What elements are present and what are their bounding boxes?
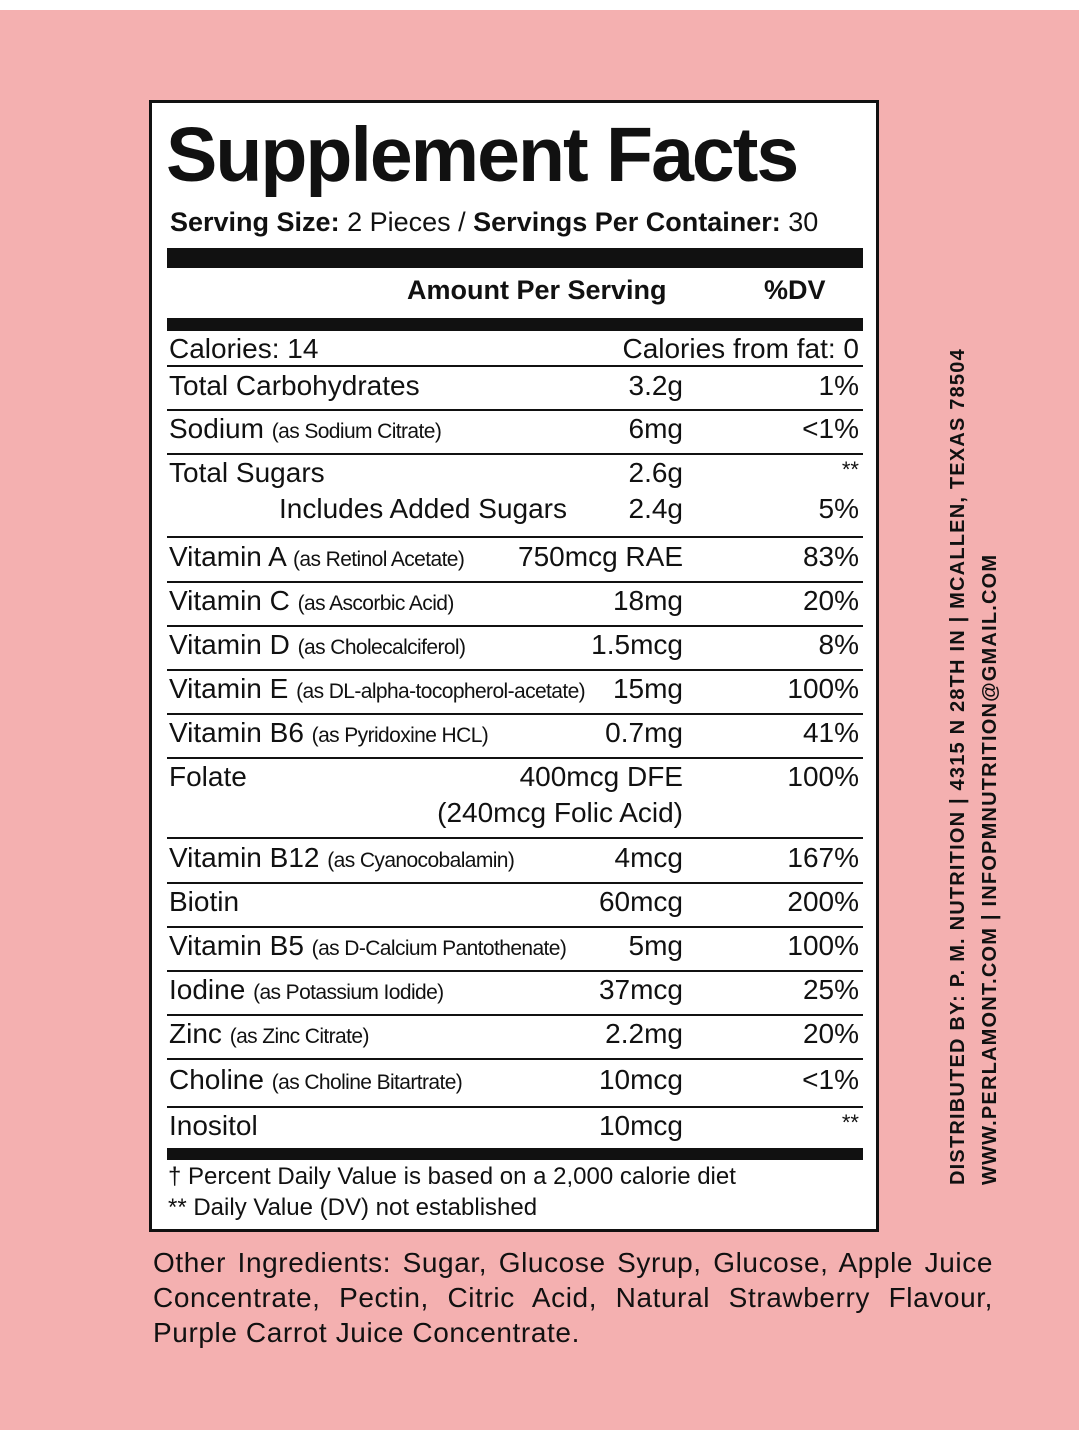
nutrient-name — [169, 930, 566, 962]
thick-divider-top — [167, 248, 863, 268]
amount-header: Amount Per Serving — [407, 275, 667, 305]
nutrient-name — [169, 541, 464, 573]
distributor-contact: WWW.PERLAMONT.COM | INFOPMNUTRITION@GMAIL.COM — [979, 553, 1001, 1185]
serving-size-label: Serving Size: — [170, 207, 340, 237]
nutrient-dv: <1% — [802, 1064, 859, 1095]
nutrient-name-text: Sodium — [169, 413, 264, 444]
nutrient-name-text: Vitamin B5 — [169, 930, 304, 961]
nutrient-amount: 4mcg — [614, 842, 683, 873]
nutrient-name-text: Total Carbohydrates — [169, 370, 420, 401]
nutrient-row — [167, 366, 863, 411]
nutrient-source: (as Potassium Iodide) — [253, 981, 444, 1004]
nutrient-name — [169, 673, 585, 705]
nutrient-amount: 750mcg RAE — [518, 541, 683, 572]
thick-divider-header — [167, 318, 863, 331]
distributor-address: DISTRIBUTED BY: P. M. NUTRITION | 4315 N 28TH IN | MCALLEN, TEXAS 78504 — [947, 348, 969, 1185]
nutrient-name-text: Vitamin B12 — [169, 842, 320, 873]
nutrient-dv: 100% — [787, 761, 859, 792]
nutrient-dv: 100% — [787, 673, 859, 704]
nutrient-dv: 100% — [787, 930, 859, 961]
nutrient-amount: 1.5mcg — [591, 629, 683, 660]
nutrient-dv: ** — [841, 457, 859, 482]
nutrient-amount: 6mg — [628, 413, 683, 444]
nutrient-name-text: Zinc — [169, 1018, 222, 1049]
nutrient-name-text: Vitamin B6 — [169, 717, 304, 748]
nutrient-name — [169, 585, 454, 617]
nutrient-name — [169, 842, 514, 874]
nutrient-row — [167, 409, 863, 455]
nutrient-name-text: Includes Added Sugars — [279, 493, 567, 524]
nutrient-row — [167, 1058, 863, 1108]
nutrient-name-text: Vitamin C — [169, 585, 290, 616]
nutrient-name — [169, 974, 444, 1006]
nutrient-dv: 25% — [802, 974, 859, 1005]
nutrient-name-text: Choline — [169, 1064, 264, 1095]
nutrient-source: (as Ascorbic Acid) — [297, 592, 454, 615]
footnote-not-established: ** Daily Value (DV) not established — [168, 1194, 538, 1221]
nutrient-amount: 37mcg — [598, 974, 683, 1005]
nutrient-amount: 18mg — [612, 585, 683, 616]
nutrient-name — [169, 457, 325, 489]
nutrient-name-text: Total Sugars — [169, 457, 325, 488]
nutrient-name-text: Vitamin A — [169, 541, 286, 572]
nutrient-row — [167, 453, 863, 493]
nutrient-source: (as Pyridoxine HCL) — [311, 724, 489, 747]
nutrient-name-text: Vitamin E — [169, 673, 289, 704]
nutrient-amount: 2.6g — [628, 457, 683, 488]
nutrient-source: (as Sodium Citrate) — [271, 420, 442, 443]
nutrient-name-text: Iodine — [169, 974, 246, 1005]
nutrient-name — [169, 629, 465, 661]
nutrient-dv: 20% — [802, 585, 859, 616]
nutrient-amount-detail: (240mcg Folic Acid) — [437, 797, 683, 828]
nutrient-row — [167, 537, 863, 583]
calories-label: Calories: 14 — [169, 333, 319, 364]
other-ingredients: Other Ingredients: Sugar, Glucose Syrup, Glucose, Apple Juice Concentrate, Pectin, Citric Acid, Natural Strawberry Flavour, Purple Carrot Juice Concentrate. — [153, 1247, 993, 1348]
serving-size-value: 2 Pieces / — [347, 207, 466, 237]
nutrient-name-text: Vitamin D — [169, 629, 290, 660]
nutrient-dv: 167% — [787, 842, 859, 873]
supplement-facts-panel — [149, 100, 879, 1232]
footnote-daily-value: † Percent Daily Value is based on a 2,000 calorie diet — [168, 1163, 736, 1190]
nutrient-name — [279, 493, 567, 525]
nutrient-name-text: Folate — [169, 761, 247, 792]
nutrient-source: (as D-Calcium Pantothenate) — [311, 937, 567, 960]
thick-divider-bottom — [167, 1148, 863, 1160]
nutrient-name-text: Biotin — [169, 886, 240, 917]
nutrient-row — [167, 1014, 863, 1060]
servings-per-container-value: 30 — [788, 207, 819, 237]
nutrient-dv: 5% — [818, 493, 859, 524]
nutrient-amount: 60mcg — [598, 886, 683, 917]
nutrient-name — [169, 886, 239, 918]
nutrient-row — [167, 757, 863, 839]
servings-per-container-label: Servings Per Container: — [473, 207, 781, 237]
nutrient-source: (as Cyanocobalamin) — [327, 849, 515, 872]
nutrient-dv: 20% — [802, 1018, 859, 1049]
nutrient-amount: 3.2g — [628, 370, 683, 401]
nutrient-row — [167, 882, 863, 928]
nutrient-row — [167, 493, 863, 538]
nutrient-dv: 41% — [802, 717, 859, 748]
nutrient-dv: ** — [841, 1110, 859, 1135]
nutrient-name — [169, 717, 488, 749]
nutrient-source: (as Choline Bitartrate) — [271, 1071, 463, 1094]
nutrient-name — [169, 1110, 258, 1142]
nutrient-amount: 5mg — [628, 930, 683, 961]
nutrient-dv: 1% — [818, 370, 859, 401]
nutrient-amount: 15mg — [612, 673, 683, 704]
nutrient-row — [167, 838, 863, 884]
nutrient-name — [169, 370, 420, 402]
nutrient-row — [167, 970, 863, 1016]
dv-header: %DV — [764, 275, 826, 305]
nutrient-name-text: Inositol — [169, 1110, 258, 1141]
nutrient-dv: 83% — [802, 541, 859, 572]
nutrient-amount: 10mcg — [598, 1110, 683, 1141]
nutrient-row — [167, 713, 863, 759]
nutrient-amount: 2.4g — [628, 493, 683, 524]
nutrient-row — [167, 625, 863, 671]
nutrient-name — [169, 1018, 369, 1050]
nutrient-row — [167, 926, 863, 972]
nutrient-source: (as Zinc Citrate) — [229, 1025, 369, 1048]
nutrient-amount: 10mcg — [598, 1064, 683, 1095]
nutrient-source: (as Retinol Acetate) — [293, 548, 465, 571]
nutrient-name — [169, 1064, 462, 1096]
calories-row — [167, 332, 863, 367]
nutrient-amount: 400mcg DFE — [519, 761, 683, 792]
distributor-info — [942, 165, 1006, 1185]
nutrient-name — [169, 413, 441, 445]
calories-from-fat: Calories from fat: 0 — [622, 333, 859, 364]
nutrient-name — [169, 761, 247, 793]
nutrient-source: (as DL-alpha-tocopherol-acetate) — [296, 680, 586, 703]
nutrient-dv: <1% — [802, 413, 859, 444]
nutrient-row — [167, 581, 863, 627]
nutrient-row — [167, 669, 863, 715]
nutrient-row — [167, 1106, 863, 1148]
serving-info — [170, 207, 818, 238]
nutrient-dv: 200% — [787, 886, 859, 917]
nutrient-amount: 2.2mg — [605, 1018, 683, 1049]
nutrient-dv: 8% — [818, 629, 859, 660]
panel-title: Supplement Facts — [166, 112, 798, 198]
nutrient-source: (as Cholecalciferol) — [297, 636, 466, 659]
nutrient-amount: 0.7mg — [605, 717, 683, 748]
